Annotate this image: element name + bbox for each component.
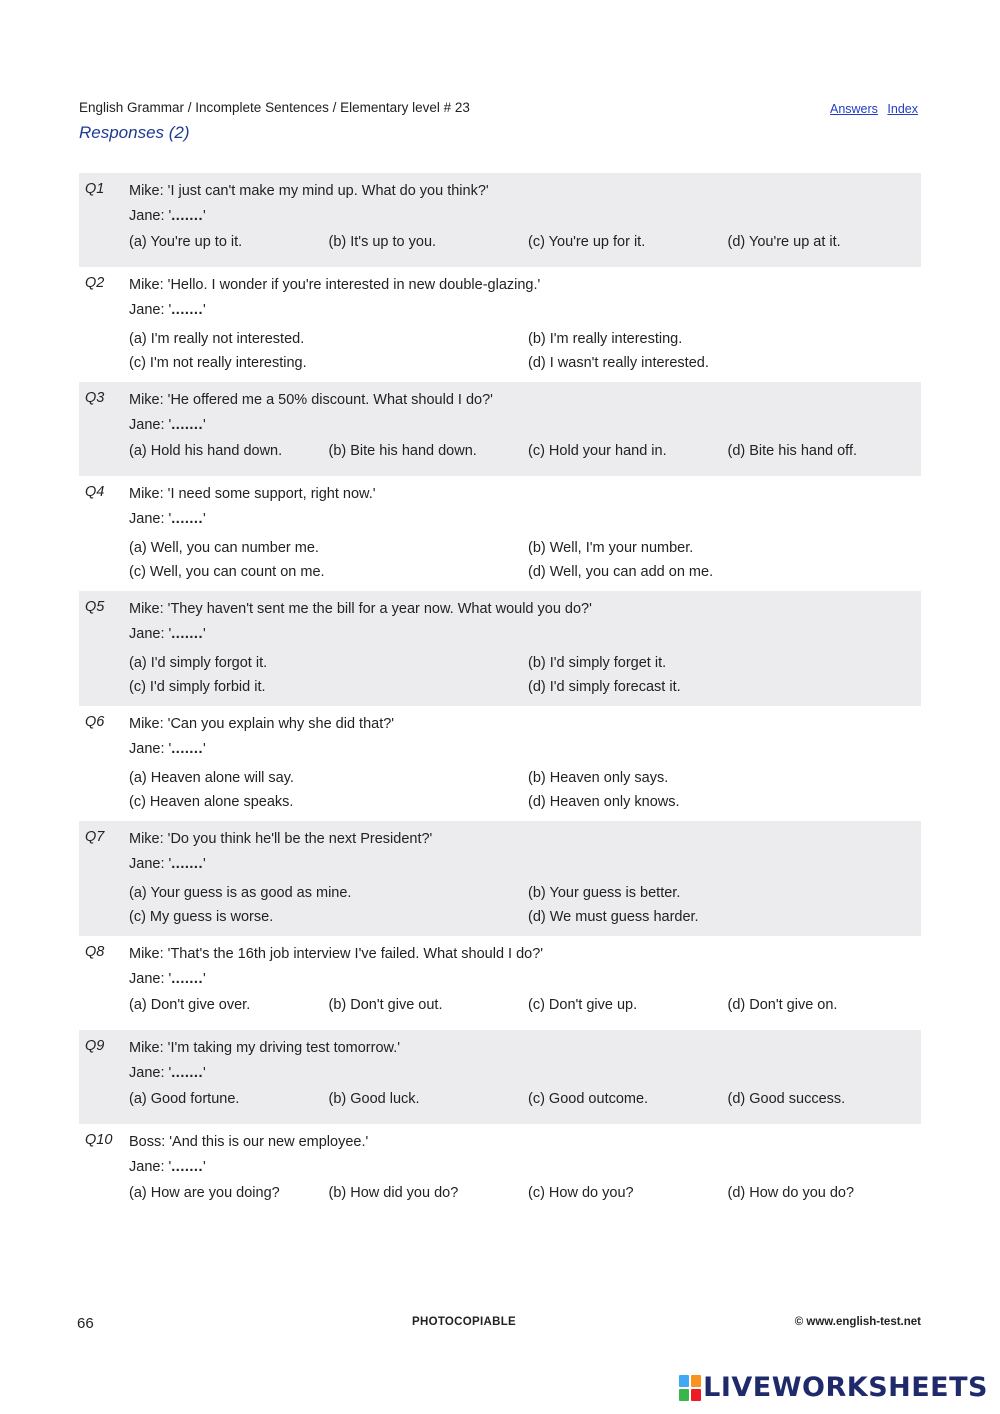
option-a[interactable]: (a) Heaven alone will say. (129, 770, 294, 786)
question-number: Q8 (85, 944, 105, 960)
question-number: Q9 (85, 1038, 105, 1054)
reply-suffix: ' (202, 208, 206, 224)
option-b[interactable]: (b) Well, I'm your number. (528, 540, 694, 556)
option-b[interactable]: (b) Don't give out. (328, 997, 443, 1013)
reply-prefix: Jane: ' (129, 1065, 172, 1081)
option-b[interactable]: (b) Good luck. (328, 1091, 420, 1107)
option-d[interactable]: (d) You're up at it. (727, 234, 841, 250)
question-prompt: Mike: 'Can you explain why she did that?' (129, 716, 395, 732)
reply-prefix: Jane: ' (129, 1159, 172, 1175)
question-dialog (129, 827, 921, 877)
question-list (79, 173, 921, 1218)
answer-blank: ....... (171, 302, 203, 318)
option-c[interactable]: (c) My guess is worse. (129, 909, 274, 925)
reply-prefix: Jane: ' (129, 626, 172, 642)
question-item (79, 591, 921, 706)
question-prompt: Mike: 'I need some support, right now.' (129, 486, 376, 502)
question-dialog (129, 388, 921, 438)
question-item (79, 1030, 921, 1124)
liveworksheets-brand[interactable] (679, 1372, 988, 1403)
answer-options (129, 1091, 921, 1107)
question-dialog (129, 482, 921, 532)
question-dialog (129, 1036, 921, 1086)
option-c[interactable]: (c) Hold your hand in. (528, 443, 667, 459)
brand-name: LIVEWORKSHEETS (703, 1372, 988, 1403)
question-prompt: Mike: 'He offered me a 50% discount. What should I do?' (129, 392, 493, 408)
question-dialog (129, 179, 921, 229)
question-dialog (129, 712, 921, 762)
question-prompt: Boss: 'And this is our new employee.' (129, 1134, 369, 1150)
option-d[interactable]: (d) I wasn't really interested. (528, 355, 709, 371)
question-number: Q3 (85, 390, 105, 406)
copyright-label: © www.english-test.net (794, 1316, 921, 1328)
question-item (79, 821, 921, 936)
option-a[interactable]: (a) I'd simply forgot it. (129, 655, 268, 671)
question-item (79, 382, 921, 476)
question-reply (129, 298, 921, 323)
reply-prefix: Jane: ' (129, 511, 172, 527)
question-reply (129, 622, 921, 647)
question-reply (129, 967, 921, 992)
reply-prefix: Jane: ' (129, 856, 172, 872)
option-b[interactable]: (b) Heaven only says. (528, 770, 669, 786)
option-a[interactable]: (a) Don't give over. (129, 997, 251, 1013)
question-dialog (129, 597, 921, 647)
question-prompt: Mike: 'Do you think he'll be the next President?' (129, 831, 433, 847)
question-item (79, 267, 921, 382)
answer-options (129, 767, 921, 813)
answer-options (129, 1185, 921, 1201)
option-a[interactable]: (a) Well, you can number me. (129, 540, 319, 556)
option-c[interactable]: (c) You're up for it. (528, 234, 646, 250)
option-a[interactable]: (a) Your guess is as good as mine. (129, 885, 352, 901)
reply-prefix: Jane: ' (129, 208, 172, 224)
question-number: Q10 (85, 1132, 113, 1148)
question-reply (129, 1061, 921, 1086)
option-d[interactable]: (d) Well, you can add on me. (528, 564, 714, 580)
reply-suffix: ' (202, 856, 206, 872)
question-item (79, 706, 921, 821)
page-number: 66 (77, 1315, 94, 1332)
option-d[interactable]: (d) How do you do? (727, 1185, 855, 1201)
question-dialog (129, 273, 921, 323)
answer-options (129, 652, 921, 698)
reply-suffix: ' (202, 626, 206, 642)
question-number: Q4 (85, 484, 105, 500)
page-title: Responses (2) (79, 123, 190, 142)
question-prompt: Mike: 'I'm taking my driving test tomorrow.' (129, 1040, 400, 1056)
question-reply (129, 507, 921, 532)
option-b[interactable]: (b) How did you do? (328, 1185, 459, 1201)
option-c[interactable]: (c) How do you? (528, 1185, 634, 1201)
option-c[interactable]: (c) I'd simply forbid it. (129, 679, 266, 695)
option-d[interactable]: (d) Bite his hand off. (727, 443, 858, 459)
option-a[interactable]: (a) Good fortune. (129, 1091, 240, 1107)
option-a[interactable]: (a) How are you doing? (129, 1185, 280, 1201)
question-reply (129, 737, 921, 762)
answer-blank: ....... (171, 741, 203, 757)
option-d[interactable]: (d) Heaven only knows. (528, 794, 680, 810)
reply-prefix: Jane: ' (129, 417, 172, 433)
reply-suffix: ' (202, 971, 206, 987)
question-prompt: Mike: 'I just can't make my mind up. What do you think?' (129, 183, 489, 199)
option-a[interactable]: (a) You're up to it. (129, 234, 243, 250)
question-prompt: Mike: 'Hello. I wonder if you're interested in new double-glazing.' (129, 277, 541, 293)
answer-blank: ....... (171, 626, 203, 642)
reply-suffix: ' (202, 302, 206, 318)
question-reply (129, 413, 921, 438)
answer-blank: ....... (171, 208, 203, 224)
option-b[interactable]: (b) I'd simply forget it. (528, 655, 667, 671)
question-reply (129, 204, 921, 229)
question-number: Q7 (85, 829, 105, 845)
option-d[interactable]: (d) Don't give on. (727, 997, 838, 1013)
option-c[interactable]: (c) Good outcome. (528, 1091, 649, 1107)
answers-link[interactable]: Answers (829, 102, 878, 116)
reply-suffix: ' (202, 741, 206, 757)
answer-blank: ....... (171, 417, 203, 433)
photocopiable-label: PHOTOCOPIABLE (412, 1316, 517, 1328)
question-item (79, 1124, 921, 1218)
answer-blank: ....... (171, 856, 203, 872)
option-b[interactable]: (b) Your guess is better. (528, 885, 681, 901)
question-reply (129, 852, 921, 877)
reply-suffix: ' (202, 417, 206, 433)
question-dialog (129, 942, 921, 992)
answer-options (129, 997, 921, 1013)
option-b[interactable]: (b) Bite his hand down. (328, 443, 477, 459)
index-link[interactable]: Index (887, 102, 918, 116)
answer-options (129, 443, 921, 459)
answer-blank: ....... (171, 971, 203, 987)
option-c[interactable]: (c) Heaven alone speaks. (129, 794, 294, 810)
question-number: Q5 (85, 599, 105, 615)
question-number: Q2 (85, 275, 105, 291)
question-prompt: Mike: 'They haven't sent me the bill for a year now. What would you do?' (129, 601, 592, 617)
answer-blank: ....... (171, 1065, 203, 1081)
question-item (79, 476, 921, 591)
question-number: Q1 (85, 181, 105, 197)
page-header (79, 99, 470, 143)
question-number: Q6 (85, 714, 105, 730)
answer-blank: ....... (171, 511, 203, 527)
question-dialog (129, 1130, 921, 1180)
option-b[interactable]: (b) I'm really interesting. (528, 331, 683, 347)
reply-prefix: Jane: ' (129, 302, 172, 318)
liveworksheets-logo-icon (679, 1375, 701, 1401)
question-item (79, 936, 921, 1030)
option-d[interactable]: (d) I'd simply forecast it. (528, 679, 681, 695)
question-item (79, 173, 921, 267)
reply-prefix: Jane: ' (129, 971, 172, 987)
answer-options (129, 234, 921, 250)
answer-options (129, 537, 921, 583)
option-a[interactable]: (a) Hold his hand down. (129, 443, 283, 459)
answer-options (129, 328, 921, 374)
option-c[interactable]: (c) Well, you can count on me. (129, 564, 325, 580)
option-d[interactable]: (d) We must guess harder. (528, 909, 699, 925)
breadcrumb: English Grammar / Incomplete Sentences / Elementary level # 23 (79, 100, 470, 115)
answer-blank: ....... (171, 1159, 203, 1175)
option-b[interactable]: (b) It's up to you. (328, 234, 437, 250)
reply-prefix: Jane: ' (129, 741, 172, 757)
reply-suffix: ' (202, 511, 206, 527)
option-d[interactable]: (d) Good success. (727, 1091, 846, 1107)
answer-options (129, 882, 921, 928)
question-reply (129, 1155, 921, 1180)
header-links (824, 102, 918, 116)
question-prompt: Mike: 'That's the 16th job interview I've failed. What should I do?' (129, 946, 544, 962)
option-c[interactable]: (c) I'm not really interesting. (129, 355, 307, 371)
option-a[interactable]: (a) I'm really not interested. (129, 331, 305, 347)
reply-suffix: ' (202, 1159, 206, 1175)
reply-suffix: ' (202, 1065, 206, 1081)
option-c[interactable]: (c) Don't give up. (528, 997, 638, 1013)
